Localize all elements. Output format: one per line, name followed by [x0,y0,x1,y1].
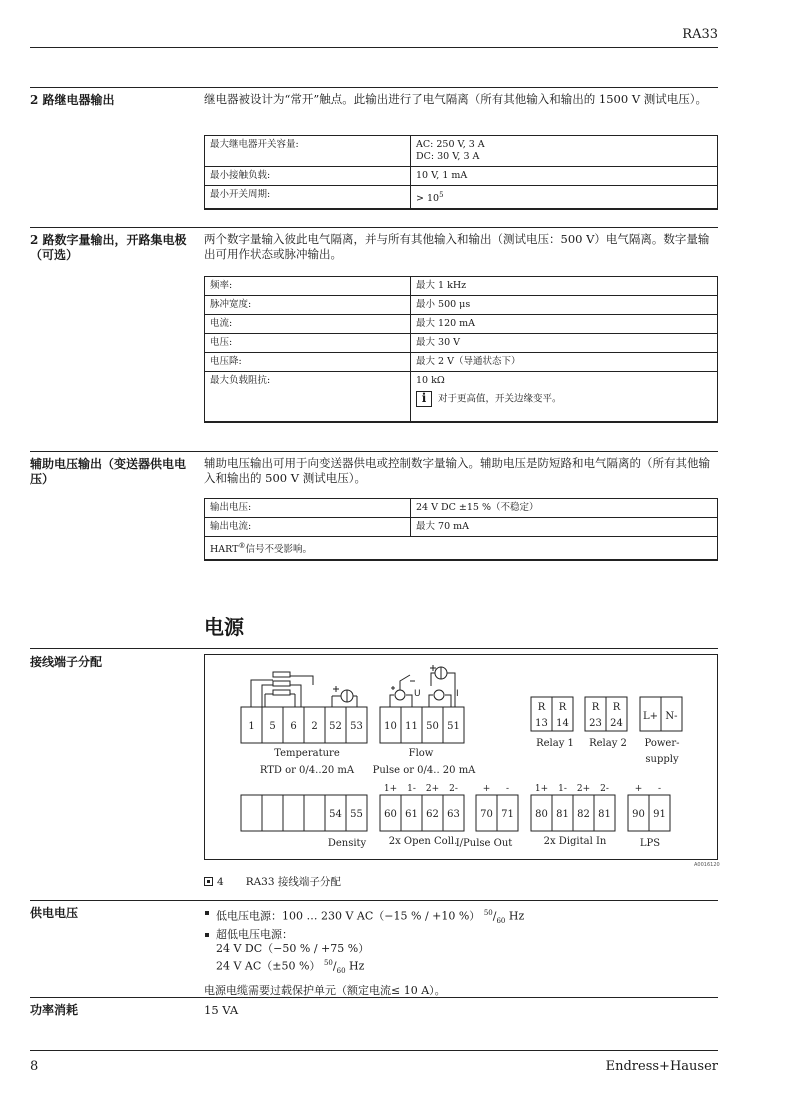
table-row [205,353,718,372]
frequency-denominator: 60 [336,966,346,975]
spec-value-line: AC: 250 V, 3 A [416,139,485,150]
current-mark: I [456,689,459,699]
spec-value [411,136,718,167]
terminal-number: 90 [632,809,645,820]
terminal-box [304,795,325,831]
section-divider [30,87,718,88]
terminal-box [262,795,283,831]
supply-note: 电源电缆需要过载保护单元（额定电流≤ 10 A）。 [204,983,446,997]
terminal-number: 60 [384,809,397,820]
table-row [205,372,718,422]
section-divider [30,227,718,228]
wiring-diagram [204,654,718,860]
supply-sub-line: 24 V AC（±50 %） $^{50}/_{60}$ Hz [216,958,365,975]
terminal-box [283,795,304,831]
table-row [205,334,718,353]
polarity-mark: 2- [600,784,609,794]
polarity-mark: 1- [407,784,416,794]
terminal-number: L+ [642,711,659,722]
polarity-mark: 2+ [576,784,591,794]
terminal-number: 11 [405,721,418,732]
spec-key: 最小接触负载: [205,167,411,186]
terminal-number: N- [665,711,678,722]
terminal-number: 62 [426,809,439,820]
spec-value: 最大 120 mA [411,315,718,334]
terminal-number: 55 [350,809,363,820]
table-row [205,518,718,537]
temperature-label: Temperature [274,748,340,759]
relay-contact-label: R [612,702,621,713]
section-divider [30,648,718,649]
supply-sub-line: 24 V DC（−50 % / +75 %） [216,941,370,955]
figure-caption-text: RA33 接线端子分配 [245,876,341,888]
density-label: Density [327,838,367,849]
voltage-mark: U [414,689,421,699]
terminal-number: 53 [350,721,363,732]
table-row [205,277,718,296]
spec-value: 最大 1 kHz [411,277,718,296]
digital-spec-table [204,276,718,423]
supply-voltage-content [204,906,718,998]
wiring-diagram-svg [205,655,719,861]
terminal-number: 82 [577,809,590,820]
polarity-mark: 1+ [383,784,398,794]
power-supply-label: Power- [644,738,680,749]
terminal-row-1 [241,707,464,743]
info-icon: i [416,391,432,407]
spec-key: 输出电压: [205,499,411,518]
footer-rule [30,1050,718,1051]
digital-output-description: 两个数字量输入彼此电气隔离，并与所有其他输入和输出（测试电压：500 V）电气隔离。数字量输出可用作状态或脉冲输出。 [204,232,710,261]
relay2-label: Relay 2 [589,738,627,749]
figure-code: A0016120 [694,862,720,868]
spec-key: 电压降: [205,353,411,372]
terminal-number: 5 [269,721,276,732]
spec-value: 10 V, 1 mA [411,167,718,186]
hart-text-suffix: 信号不受影响。 [245,544,312,556]
terminal-number: 14 [556,718,569,729]
spec-value: 最大 70 mA [411,518,718,537]
frequency-denominator: 60 [496,916,506,925]
flow-sublabel: Pulse or 0/4.. 20 mA [372,765,476,776]
spec-key: 电压: [205,334,411,353]
terminal-number: 6 [290,721,297,732]
spec-value: 24 V DC ±15 %（不稳定） [411,499,718,518]
terminal-number: 54 [329,809,342,820]
terminal-number: 2 [311,721,318,732]
relay-contact-label: R [558,702,567,713]
table-row [205,315,718,334]
frequency-numerator: 50 [323,958,333,967]
polarity-mark: - [505,784,510,794]
info-note [416,391,712,407]
section-divider [30,997,718,998]
flow-wiring-icon [390,665,455,707]
spec-key: 最小开关周期: [205,186,411,210]
power-consumption-value: 15 VA [204,1003,239,1017]
figure-icon [204,877,213,886]
list-item-text: 低电压电源：100 … 230 V AC（−15 % / +10 %） [216,909,481,923]
figure-number: 4 [217,876,224,888]
digital-in-label: 2x Digital In [543,836,607,847]
terminal-number: 52 [329,721,342,732]
polarity-mark: 2- [449,784,458,794]
terminal-number: 61 [405,809,418,820]
frequency-unit: Hz [345,959,365,973]
relay-contact-label: R [591,702,600,713]
registered-mark: ® [238,542,246,550]
frequency-unit: Hz [505,909,525,923]
supply-sub-text: 24 V AC（±50 %） [216,959,321,973]
lps-label: LPS [639,838,661,849]
spec-value-line: 10 kΩ [416,375,445,386]
power-heading: 电源 [204,615,244,639]
terminal-box [241,795,262,831]
polarity-mark: 1- [558,784,567,794]
polarity-mark: 1+ [534,784,549,794]
polarity-mark: 2+ [425,784,440,794]
hart-note [205,537,718,561]
spec-key: 脉冲宽度: [205,296,411,315]
relay-output-description: 继电器被设计为“常开”触点。此输出进行了电气隔离（所有其他输入和输出的 1500 V 测试电压）。 [204,92,708,106]
table-row [205,186,718,210]
aux-output-label: 辅助电压输出（变送器供电电压） [30,457,187,486]
spec-value-line: DC: 30 V, 3 A [416,151,480,162]
relay-spec-table [204,135,718,210]
section-divider [30,451,718,452]
spec-key: 输出电流: [205,518,411,537]
terminal-number: 80 [535,809,548,820]
temperature-sublabel: RTD or 0/4..20 mA [259,765,355,776]
spec-key: 电流: [205,315,411,334]
table-row [205,136,718,167]
aux-spec-table [204,498,718,561]
spec-key: 最大继电器开关容量: [205,136,411,167]
spec-value [411,186,718,210]
relay-terminals [531,697,627,731]
aux-output-description: 辅助电压输出可用于向变送器供电或控制数字量输入。辅助电压是防短路和电气隔离的（所有其他输入和输出的 500 V 测试电压）。 [204,456,710,485]
terminal-number: 70 [480,809,493,820]
digital-output-label: 2 路数字量输出，开路集电极（可选） [30,233,187,262]
terminal-number: 10 [384,721,397,732]
current-loop-icon [332,686,357,707]
open-collector-label: 2x Open Coll. [388,836,458,847]
power-consumption-label: 功率消耗 [30,1003,79,1017]
table-row [205,499,718,518]
terminal-assignment-label: 接线端子分配 [30,655,103,669]
figure-caption [204,874,341,889]
table-row [205,537,718,561]
spec-value: 最小 500 μs [411,296,718,315]
polarity-mark: - [657,784,662,794]
relay1-label: Relay 1 [536,738,574,749]
supply-voltage-list [204,906,718,942]
section-divider [30,900,718,901]
hart-text: HART [210,544,239,556]
list-item: 低电压电源：100 … 230 V AC（−15 % / +10 %） $^{50}/_{60}$ Hz [204,906,718,928]
spec-key: 最大负载阻抗: [205,372,411,422]
list-item: 超低电压电源： [204,928,718,942]
flow-label: Flow [408,748,434,759]
table-row [205,167,718,186]
document-id: RA33 [682,27,718,42]
terminal-number: 91 [653,809,666,820]
brand-name: Endress+Hauser [605,1059,718,1074]
polarity-marks [384,784,661,794]
terminal-number: 23 [589,718,602,729]
supply-voltage-label: 供电电压 [30,906,79,920]
terminal-number: 81 [556,809,569,820]
terminal-number: 50 [426,721,439,732]
spec-value [411,372,718,422]
terminal-number: 63 [447,809,460,820]
spec-value: 最大 30 V [411,334,718,353]
terminal-number: 81 [598,809,611,820]
header-rule [30,47,718,48]
terminal-number: 1 [248,721,255,732]
page-number: 8 [30,1059,39,1074]
terminal-row-2 [241,795,670,831]
terminal-number: 24 [610,718,623,729]
terminal-number: 51 [447,721,460,732]
terminal-number: 13 [535,718,548,729]
relay-output-label: 2 路继电器输出 [30,93,115,107]
relay-contact-label: R [537,702,546,713]
polarity-mark: + [634,784,643,794]
power-supply-sublabel: supply [645,754,679,765]
frequency-numerator: 50 [483,909,493,917]
spec-key: 频率: [205,277,411,296]
info-note-text: 对于更高值，开关边缘变平。 [438,393,562,405]
pulse-out-label: I/Pulse Out [455,838,513,849]
temperature-wiring-icon [251,672,313,707]
spec-value-exponent: 5 [439,191,444,199]
table-row [205,296,718,315]
polarity-mark: + [482,784,491,794]
spec-value-base: > 10 [416,193,440,205]
spec-value: 最大 2 V（导通状态下） [411,353,718,372]
power-terminals [640,697,682,731]
terminal-number: 71 [501,809,514,820]
